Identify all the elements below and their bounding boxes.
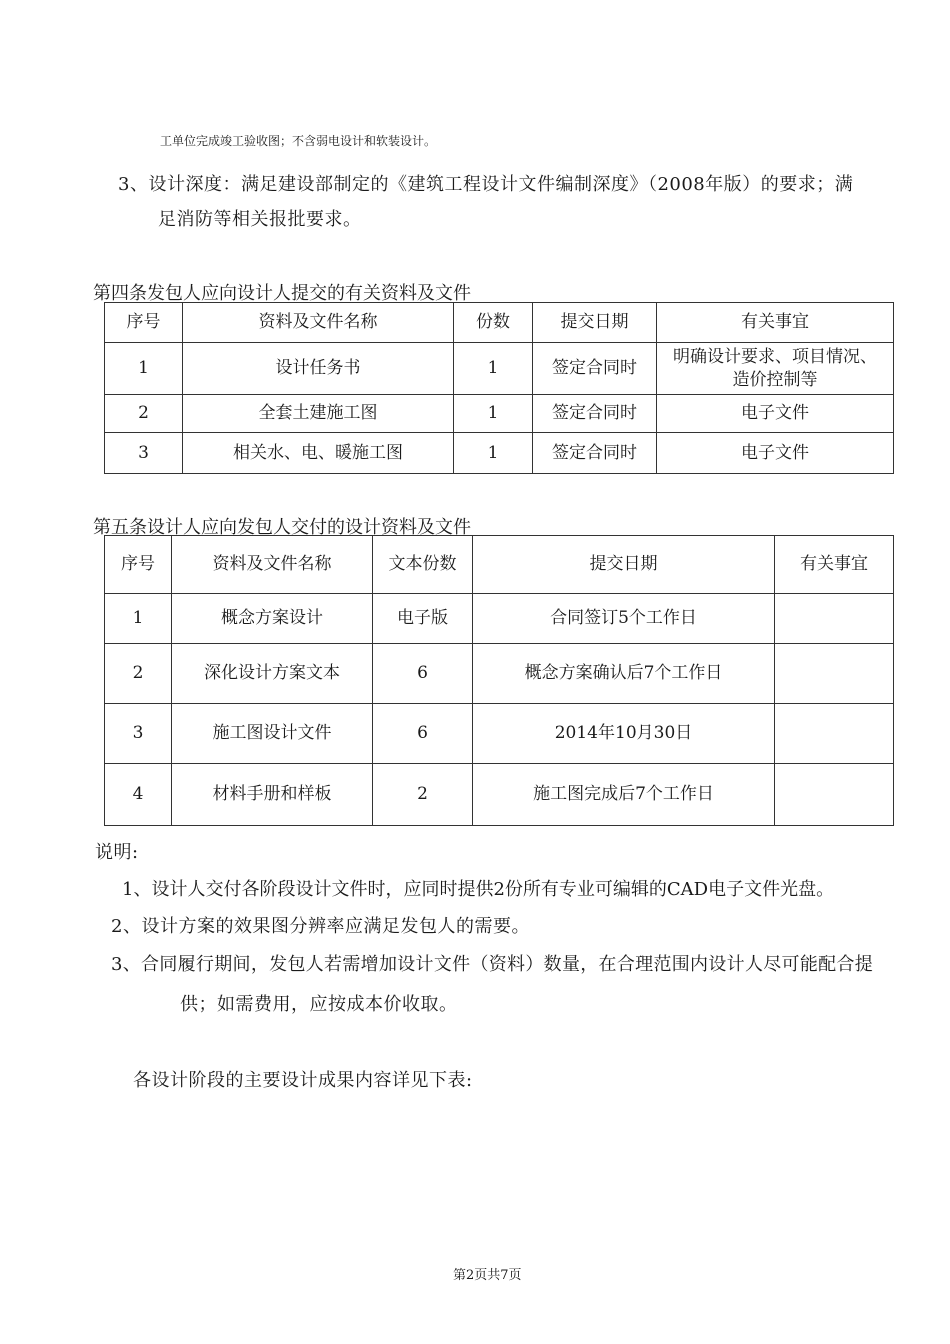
table-cell: 1 [454,395,533,433]
table-cell: 签定合同时 [533,433,657,474]
page-footer: 第2页共7页 [453,1268,522,1283]
table-row [105,764,894,826]
table-row [105,433,894,474]
table-cell: 概念方案确认后7个工作日 [473,644,775,704]
table-cell: 签定合同时 [533,343,657,395]
table-cell: 概念方案设计 [172,594,373,644]
header-cell: 有关事宜 [775,536,894,594]
note-item-2: 2、设计方案的效果图分辨率应满足发包人的需要。 [111,916,530,937]
header-cell: 提交日期 [533,303,657,343]
header-cell: 文本份数 [373,536,473,594]
table-cell: 2 [373,764,473,826]
table-cell: 施工图完成后7个工作日 [473,764,775,826]
table-cell [775,594,894,644]
note-item-3-line-1: 3、合同履行期间，发包人若需增加设计文件（资料）数量，在合理范围内设计人尽可能配合提 [111,954,874,975]
table-cell: 1 [454,433,533,474]
table-cell [775,764,894,826]
header-cell: 资料及文件名称 [172,536,373,594]
table-row [105,343,894,395]
notes-label: 说明: [95,842,139,863]
table-section-5 [104,535,894,826]
table-cell: 施工图设计文件 [172,704,373,764]
table-cell: 全套土建施工图 [183,395,454,433]
table-cell: 电子文件 [657,433,894,474]
header-cell: 份数 [454,303,533,343]
table-cell: 1 [454,343,533,395]
table-cell: 材料手册和样板 [172,764,373,826]
table-row [105,704,894,764]
section-4-title: 第四条发包人应向设计人提交的有关资料及文件 [93,283,471,304]
table-header-row [105,536,894,594]
table-cell: 2 [105,395,183,433]
table-cell: 6 [373,704,473,764]
paragraph-3-line-2: 足消防等相关报批要求。 [158,209,362,230]
table-cell: 电子版 [373,594,473,644]
table-cell [775,704,894,764]
header-cell: 资料及文件名称 [183,303,454,343]
section-5-title: 第五条设计人应向发包人交付的设计资料及文件 [93,517,471,538]
table-row [105,594,894,644]
table-cell: 明确设计要求、项目情况、造价控制等 [657,343,894,395]
table-cell: 3 [105,433,183,474]
note-item-3-line-2: 供；如需费用，应按成本价收取。 [180,994,458,1015]
table-row [105,395,894,433]
table-cell: 2 [105,644,172,704]
table-header-row [105,303,894,343]
header-cell: 序号 [105,303,183,343]
note-item-1: 1、设计人交付各阶段设计文件时，应同时提供2份所有专业可编辑的CAD电子文件光盘。 [122,879,835,900]
table-cell: 深化设计方案文本 [172,644,373,704]
header-cell: 提交日期 [473,536,775,594]
top-line: 工单位完成竣工验收图；不含弱电设计和软装设计。 [160,134,437,148]
header-cell: 有关事宜 [657,303,894,343]
table-cell: 合同签订5个工作日 [473,594,775,644]
table-cell: 签定合同时 [533,395,657,433]
table-section-4 [104,302,894,474]
table-cell: 相关水、电、暖施工图 [183,433,454,474]
table-cell: 电子文件 [657,395,894,433]
table-cell: 3 [105,704,172,764]
table-cell [775,644,894,704]
table-row [105,644,894,704]
table-cell: 1 [105,594,172,644]
table-cell: 1 [105,343,183,395]
paragraph-3-line-1: 3、设计深度：满足建设部制定的《建筑工程设计文件编制深度》（2008年版）的要求；满 [118,174,854,195]
header-cell: 序号 [105,536,172,594]
table-cell: 4 [105,764,172,826]
table-cell: 6 [373,644,473,704]
table-cell: 2014年10月30日 [473,704,775,764]
table-cell: 设计任务书 [183,343,454,395]
closing-text: 各设计阶段的主要设计成果内容详见下表: [133,1070,473,1091]
